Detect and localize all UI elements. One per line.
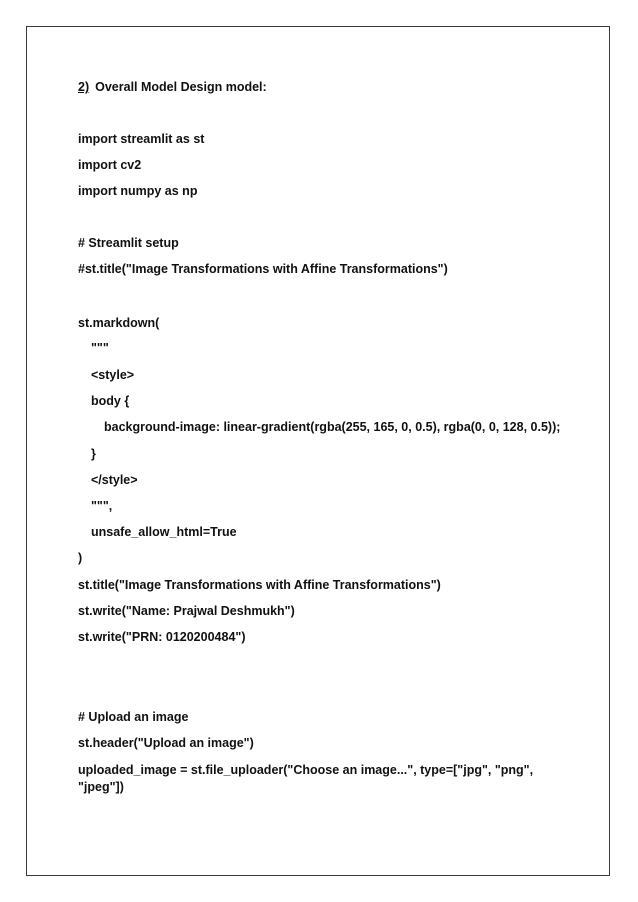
code-line-background-image: background-image: linear-gradient(rgba(255, 165, 0, 0.5), rgba(0, 0, 128, 0.5));	[104, 420, 561, 434]
code-line-markdown-open: st.markdown(	[78, 316, 160, 330]
code-line-triple-quote-open: """	[91, 341, 109, 355]
code-line-file-uploader-cont: "jpeg"])	[78, 780, 124, 794]
section-number: 2)	[78, 80, 90, 94]
code-line-write-name: st.write("Name: Prajwal Deshmukh")	[78, 604, 295, 618]
code-line-style-open: <style>	[91, 368, 135, 382]
code-line-body-close: }	[91, 447, 96, 461]
code-line-import-streamlit: import streamlit as st	[78, 132, 205, 146]
code-line-st-header: st.header("Upload an image")	[78, 736, 254, 750]
code-line-st-title: st.title("Image Transformations with Affine Transformations")	[78, 578, 441, 592]
section-title: Overall Model Design model:	[95, 80, 267, 94]
section-heading	[78, 79, 267, 95]
code-line-import-numpy: import numpy as np	[78, 184, 198, 198]
code-line-markdown-close: )	[78, 551, 83, 565]
code-line-unsafe-allow-html: unsafe_allow_html=True	[91, 525, 237, 539]
code-line-comment-setup: # Streamlit setup	[78, 236, 179, 250]
code-line-body-open: body {	[91, 394, 130, 408]
code-line-style-close: </style>	[91, 473, 138, 487]
code-line-import-cv2: import cv2	[78, 158, 142, 172]
code-line-triple-quote-close: """,	[91, 499, 113, 513]
code-line-file-uploader: uploaded_image = st.file_uploader("Choose an image...", type=["jpg", "png",	[78, 763, 534, 777]
code-line-commented-title: #st.title("Image Transformations with Affine Transformations")	[78, 262, 448, 276]
code-line-write-prn: st.write("PRN: 0120200484")	[78, 630, 246, 644]
code-line-comment-upload: # Upload an image	[78, 710, 189, 724]
